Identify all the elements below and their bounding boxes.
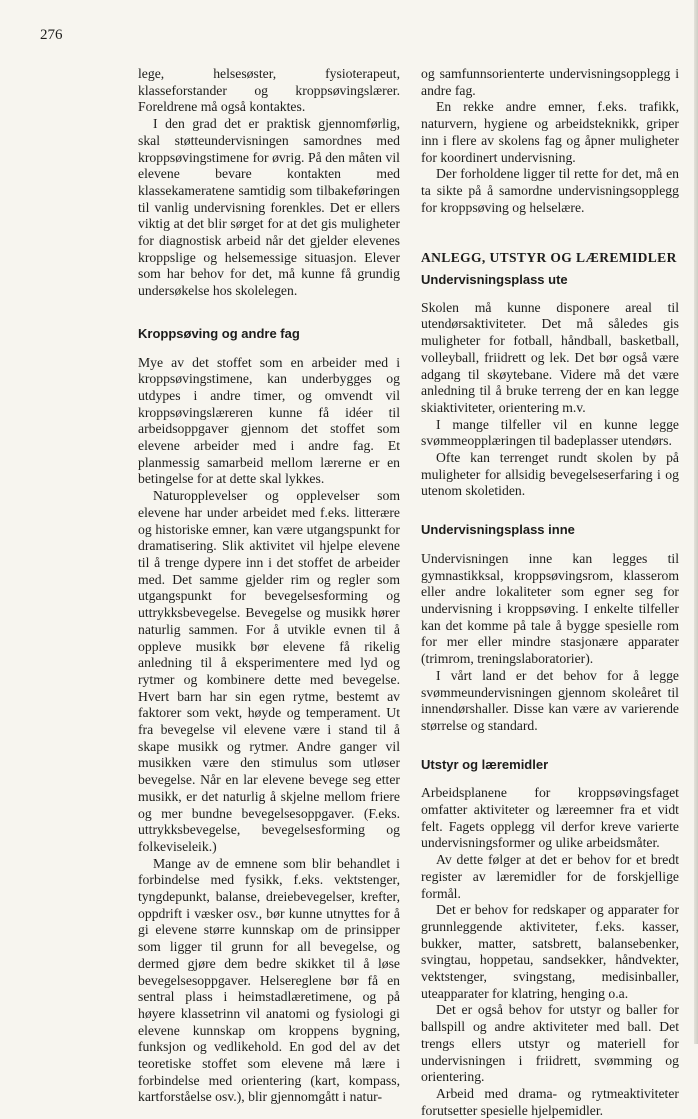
paragraph: Mye av det stoffet som en arbeider med i kroppsøvingstimene, kan underbygges og utdypes i andre timer, og omvendt vil kroppsøvingslæreren kunne få idéer til arbeidsoppgaver gjennom det stoffet som elevene arbeider med i andre fag. Et planmessig samarbeid mellom lærerne er en betingelse for at dette skal lykkes.	[138, 354, 400, 487]
section-heading: Undervisningsplass inne	[421, 522, 575, 538]
paragraph: og samfunnsorienterte undervisningsopplegg i andre fag.	[421, 66, 679, 98]
paragraph: I vårt land er det behov for å legge svømmeundervisningen gjennom skoleåret til innendørshaller. Disse kan være av varierende størrelse og standard.	[421, 667, 679, 733]
paragraph: Det er også behov for utstyr og baller for ballspill og andre aktiviteter med ball. Det trengs ellers utstyr og materiell for undervisningen i friidrett, svømming og orientering.	[421, 1002, 679, 1085]
paragraph: Undervisningen inne kan legges til gymnastikksal, kroppsøvingsrom, klasserom eller andre lokaliteter som egner seg for undervisning i kroppsøving. I enkelte tilfeller kan det komme på tale å bygge spesielle rom for mer eller mindre stasjonære apparater (trimrom, treningslaboratorier).	[421, 550, 679, 667]
paragraph: Skolen må kunne disponere areal til utendørsaktiviteter. Det må således gis muligheter for fotball, håndball, basketball, volleyball, friidrett og lek. Det bør også være adgang til skøytebane. Videre må det være anledning til å bruke terreng der en kan legge skiaktiviteter, orientering m.v.	[421, 299, 679, 415]
page-edge	[694, 0, 698, 1044]
paragraph: lege, helsesøster, fysioterapeut, klasseforstander og kroppsøvingslærer. Foreldrene må også kontaktes.	[138, 66, 400, 115]
paragraph: Det er behov for redskaper og apparater for grunnleggende aktiviteter, f.eks. kasser, bukker, matter, satsbrett, balansebenker, svingtau, hoppetau, sandsekker, håndvekter, vektstenger, svingstang, medisinballer, uteapparater for klatring, henging o.a.	[421, 902, 679, 1001]
paragraph: Arbeid med drama- og rytmeaktiviteter forutsetter spesielle hjelpemidler.	[421, 1085, 679, 1118]
paragraph: I den grad det er praktisk gjennomførlig, skal støtteundervisningen samordnes med kroppsøvingstimene for øvrig. På den måten vil elevene bevare kontakten med klassekameratene samtidig som tilbakeføringen til vanlig undervisning forenkles. Det er ellers viktig at det blir sørget for at det gis muligheter for diagnostisk arbeid når det gjelder elevenes kroppslige og helsemessige situasjon. Elever som har behov for det, må kunne få grundig undersøkelse hos skolelegen.	[138, 116, 400, 299]
paragraph: Mange av de emnene som blir behandlet i forbindelse med fysikk, f.eks. vektstenger, tyngdepunkt, balanse, dreiebevegelser, krefter, oppdrift i væsker osv., bør kunne utnyttes for å gi elevene større kunnskap om de prinsipper som ligger til grunn for all bevegelse, og dermed gjøre dem bedre skikket til å løse bevegelsesoppgaver. Helsereglene bør få en sentral plass i heimstadlæretimene, og på høyere klassetrinn vil anatomi og fysiologi gi elevene kunnskap om kroppens bygning, funksjon og vedlikehold. En god del av det teoretiske stoffet som elevene må lære i forbindelse med orientering (kart, kompass, kartforståelse osv.), blir gjennomgått i natur-	[138, 855, 400, 1105]
page-number: 276	[40, 27, 63, 43]
paragraph: I mange tilfeller vil en kunne legge svømmeopplæringen til badeplasser utendørs.	[421, 416, 679, 449]
section-heading: Utstyr og læremidler	[421, 756, 549, 772]
section-heading: Kroppsøving og andre fag	[138, 325, 300, 341]
left-column	[138, 66, 400, 1106]
paragraph: Der forholdene ligger til rette for det, må en ta sikte på å samordne undervisningsopplegg for kroppsøving og helselære.	[421, 166, 679, 215]
paragraph: Ofte kan terrenget rundt skolen by på muligheter for allsidig bevegelseserfaring i og utenom skoletiden.	[421, 450, 679, 499]
chapter-heading: ANLEGG, UTSTYR OG LÆREMIDLER	[421, 250, 677, 266]
right-column	[421, 66, 679, 1119]
section-heading: Undervisningsplass ute	[421, 272, 568, 288]
paragraph: Arbeidsplanene for kroppsøvingsfaget omfatter aktiviteter og læreemner fra et vidt felt. Fagets opplegg vil derfor kreve varierte undervisningsformer og ulike arbeidsmåter.	[421, 785, 679, 851]
paragraph: En rekke andre emner, f.eks. trafikk, naturvern, hygiene og arbeidsteknikk, griper inn i flere av skolens fag og åpner muligheter for koordinert undervisning.	[421, 99, 679, 165]
paragraph: Naturopplevelser og opplevelser som elevene har under arbeidet med f.eks. litterære og historiske emner, kan være utgangspunkt for dramatisering. Slik aktivitet vil hjelpe elevene til å trenge dypere inn i det stoffet de arbeider med. Det samme gjelder rim og regler som utgangspunkt for bevegelsesforming og uttrykksbevegelse. Bevegelse og musikk hører naturlig sammen. For å utvikle evnen til å oppleve musikk bør elevene få rikelig anledning til å eksperimentere med lyd og rytmer og kombinere dette med bevegelse. Hvert barn har sin egen rytme, bestemt av faktorer som vekt, høyde og temperament. Ut fra bevegelse vil elevene være i stand til å skape musikk og rytmer. Andre ganger vil musikken være den stimulus som utløser bevegelse. Når en lar elevene bevege seg etter musikk, er det naturlig å skjelne mellom friere og mer bundne bevegelsesoppgaver. (F.eks. uttrykksbevegelse, bevegelsesforming og folkeviseleik.)	[138, 488, 400, 854]
paragraph: Av dette følger at det er behov for et bredt register av læremidler for de forskjellige formål.	[421, 852, 679, 901]
